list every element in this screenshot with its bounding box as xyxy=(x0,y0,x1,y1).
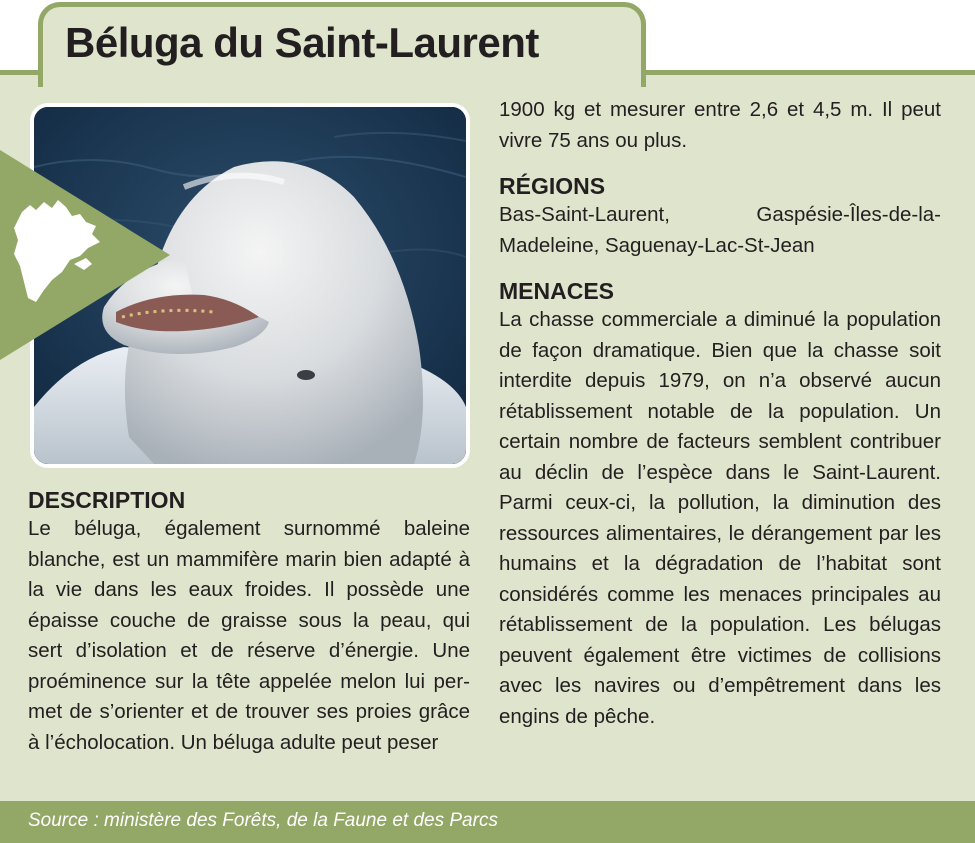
regions-heading: RÉGIONS xyxy=(499,173,606,199)
footer-bar xyxy=(0,801,975,843)
region-flag xyxy=(0,150,170,360)
right-column xyxy=(499,95,941,732)
description-heading: DESCRIPTION xyxy=(28,487,186,513)
description-text: Le béluga, également surnommé baleine blanche, est un mammifère marin bien adapté à la vie dans les eaux froides. Il possède une épaisse couche de graisse sous la peau, qui sert d’isolation et de réserve d’énergie. Une proéminence sur la tête appelée melon lui permet de s’orienter et de trouver ses proies grâce à l’écholocation. Un béluga adulte peut peser xyxy=(28,517,470,754)
title-tab xyxy=(38,2,646,87)
menaces-heading: MENACES xyxy=(499,278,615,304)
source-credit: Source : ministère des Forêts, de la Faune et des Parcs xyxy=(28,810,498,831)
regions-text: Bas-Saint-Laurent, Gaspésie-Îles-de-la-Madeleine, Saguenay-Lac-St-Jean xyxy=(499,203,941,257)
description-continuation: 1900 kg et mesurer entre 2,6 et 4,5 m. Il peut vivre 75 ans ou plus. xyxy=(499,98,941,152)
menaces-text: La chasse commerciale a diminué la population de façon dramatique. Bien que la chasse soit interdite depuis 1979, on n’a observé aucun rétablissement notable de la population. Un certain nombre de facteurs semblent contribuer au déclin de l’espèce dans le Saint-Laurent. Parmi ceux-ci, la pollution, la diminution des ressources alimentaires, le dérangement par les humains et la dégradation de l’habitat sont considérés comme les menaces principales au rétablissement de la population. Les bélugas peuvent également être victimes de collisions avec les navires ou d’empêtrement dans les engins de pêche. xyxy=(499,308,941,728)
left-column xyxy=(28,486,470,758)
page-title: Béluga du Saint-Laurent xyxy=(65,19,539,66)
